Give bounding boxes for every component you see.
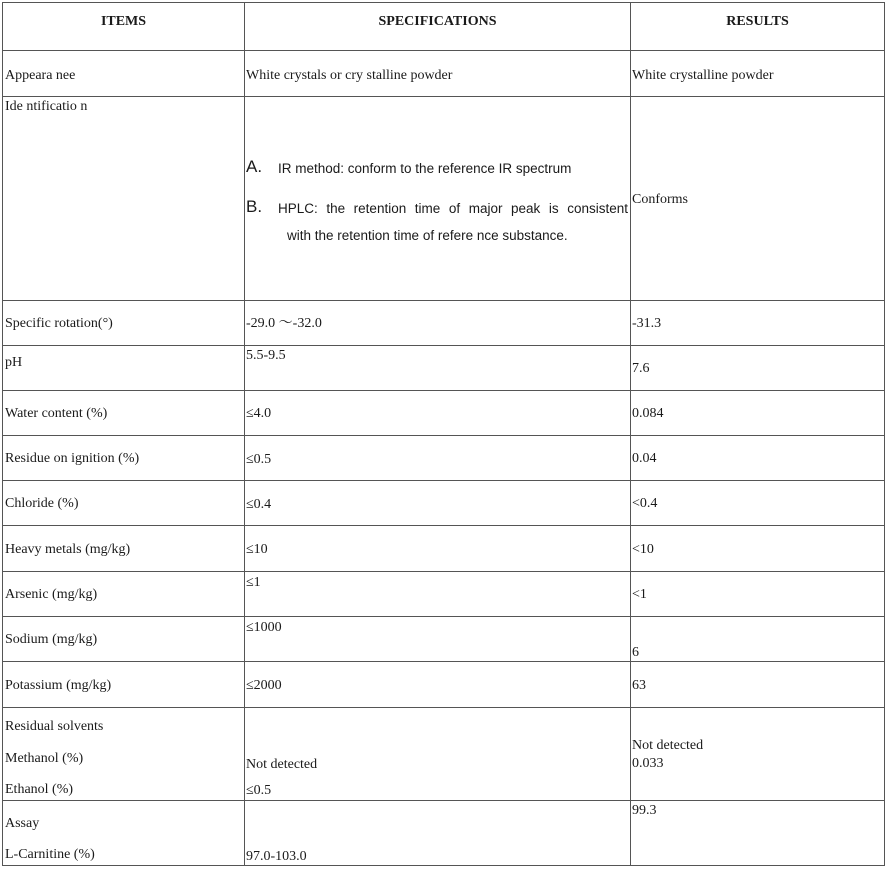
header-items: ITEMS [100,14,147,29]
spec-ethanol: ≤0.5 [246,783,272,798]
result-rotation: -31.3 [632,316,662,331]
row-divider [3,96,884,97]
spec-assay: 97.0-103.0 [246,849,307,864]
item-assay: Assay [5,816,40,831]
column-divider [244,3,245,865]
row-divider [3,345,884,346]
row-divider [3,661,884,662]
item-residual-solvents: Residual solvents [5,719,104,734]
item-heavy-metals: Heavy metals (mg/kg) [5,542,131,557]
result-appearance: White crystalline powder [632,68,774,83]
row-divider [3,50,884,51]
spec-sodium: ≤1000 [246,620,282,635]
row-divider [3,707,884,708]
item-rotation: Specific rotation(°) [5,316,113,331]
result-residue: 0.04 [632,451,657,466]
spec-water: ≤4.0 [246,406,272,421]
spec-chloride: ≤0.4 [246,497,272,512]
spec-arsenic: ≤1 [246,575,261,590]
result-methanol: Not detected [632,738,704,753]
result-ph: 7.6 [632,361,650,376]
header-results: RESULTS [726,14,789,29]
item-sodium: Sodium (mg/kg) [5,632,98,647]
row-divider [3,480,884,481]
result-chloride: <0.4 [632,496,658,511]
spec-methanol: Not detected [246,757,318,772]
item-potassium: Potassium (mg/kg) [5,678,112,693]
row-divider [3,390,884,391]
spec-identification-hplc: HPLC: the retention time of major peak is consistent [278,201,628,216]
list-marker-b: B. [246,197,263,216]
item-l-carnitine: L-Carnitine (%) [5,847,95,862]
specification-table [2,2,885,866]
row-divider [3,800,884,801]
result-potassium: 63 [632,678,646,693]
spec-rotation: -29.0 ～-32.0 [246,316,322,331]
item-water: Water content (%) [5,406,108,421]
spec-residue: ≤0.5 [246,452,272,467]
row-divider [3,616,884,617]
result-arsenic: <1 [632,587,647,602]
row-divider [3,300,884,301]
item-arsenic: Arsenic (mg/kg) [5,587,98,602]
spec-potassium: ≤2000 [246,678,282,693]
item-ethanol: Ethanol (%) [5,782,74,797]
column-divider [630,3,631,865]
spec-identification-ir: IR method: conform to the reference IR spectrum [278,161,572,176]
result-assay: 99.3 [632,803,657,818]
spec-identification-hplc-cont: with the retention time of refere nce substance. [287,228,568,243]
spec-appearance: White crystals or cry stalline powder [246,68,453,83]
result-ethanol: 0.033 [632,756,664,771]
item-appearance: Appeara nee [5,68,76,83]
item-ph: pH [5,355,23,370]
spec-ph: 5.5-9.5 [246,348,286,363]
result-water: 0.084 [632,406,664,421]
item-chloride: Chloride (%) [5,496,79,511]
result-identification: Conforms [632,192,688,207]
row-divider [3,571,884,572]
item-residue: Residue on ignition (%) [5,451,140,466]
row-divider [3,435,884,436]
result-sodium: 6 [632,645,639,660]
item-methanol: Methanol (%) [5,751,84,766]
header-specifications: SPECIFICATIONS [378,14,497,29]
result-heavy-metals: <10 [632,542,654,557]
spec-heavy-metals: ≤10 [246,542,268,557]
row-divider [3,525,884,526]
list-marker-a: A. [246,157,263,176]
item-identification: Ide ntificatio n [5,99,88,114]
